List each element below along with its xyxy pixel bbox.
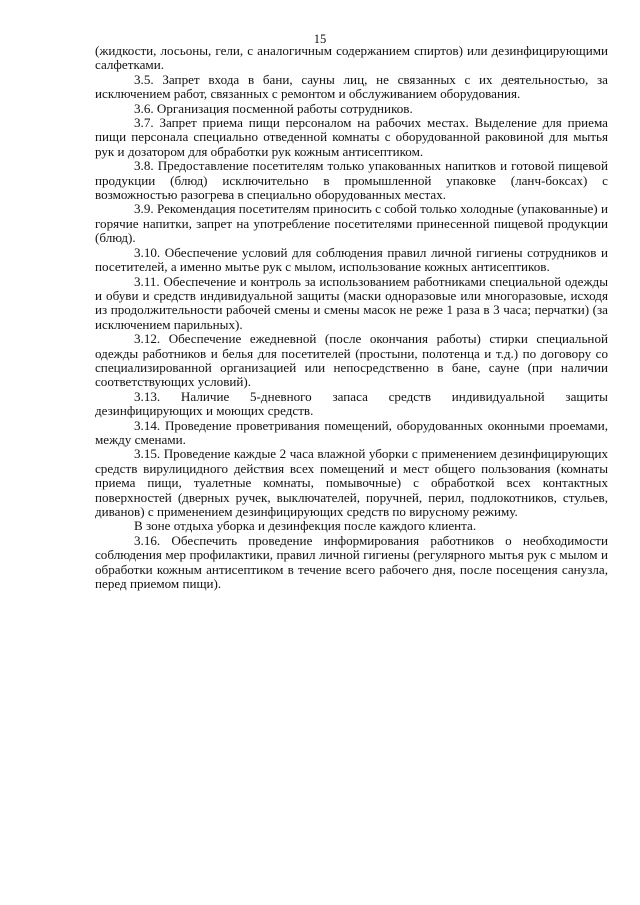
paragraph-3-11: 3.11. Обеспечение и контроль за использованием работниками специальной одежды и обуви и средств индивидуальной защиты (маски одноразовые или многоразовые, исходя из продолжительности рабочей смены и смены масок не реже 1 раза в 3 часа; перчатки) (за исключением парильных). <box>95 273 608 332</box>
paragraph-3-16: 3.16. Обеспечить проведение информирования работников о необходимости соблюдения мер профилактики, правил личной гигиены (регулярного мытья рук с мылом и обработки кожным антисептиком в течение всего рабочего дня, после посещения санузла, перед приемом пищи). <box>95 532 608 592</box>
page-number: 15 <box>313 32 327 46</box>
paragraph-3-12: 3.12. Обеспечение ежедневной (после окончания работы) стирки специальной одежды работников и белья для посетителей (простыни, полотенца и т.д.) по договору со специализированной организацией или непосредственно в бане, сауне (при наличии соответствующих условий). <box>95 331 608 390</box>
paragraph-rest-zone: В зоне отдыха уборка и дезинфекция после каждого клиента. <box>134 518 477 534</box>
paragraph-3-7: 3.7. Запрет приема пищи персоналом на рабочих местах. Выделение для приема пищи персонала специально отведенной комнаты с оборудованной раковиной для мытья рук и дозатором для обработки рук кожным антисептиком. <box>95 115 608 159</box>
paragraph-3-14: 3.14. Проведение проветривания помещений, оборудованных оконными проемами, между сменами. <box>95 417 608 447</box>
paragraph-3-15: 3.15. Проведение каждые 2 часа влажной уборки с применением дезинфицирующих средств вирулицидного действия всех помещений и мест общего пользования (комнаты приема пищи, туалетные комнаты, помывочные) с обработкой всех контактных поверхностей (дверных ручек, выключателей, поручней, перил, подлокотников, стульев, диванов) с применением дезинфицирующих средств по вирусному режиму. <box>95 446 608 519</box>
paragraph-3-8: 3.8. Предоставление посетителям только упакованных напитков и готовой пищевой продукции (блюд) исключительно в промышленной упаковке (ланч-боксах) с возможностью разогрева в специально оборудованных местах. <box>95 158 608 203</box>
paragraph-3-6: 3.6. Организация посменной работы сотрудников. <box>134 100 413 116</box>
paragraph-3-5: 3.5. Запрет входа в бани, сауны лиц, не связанных с их деятельностью, за исключением работ, связанных с ремонтом и обслуживанием оборудования. <box>95 71 608 102</box>
paragraph-continuation: (жидкости, лосьоны, гели, с аналогичным содержанием спиртов) или дезинфицирующими салфетками. <box>95 43 608 73</box>
paragraph-3-13: 3.13. Наличие 5-дневного запаса средств индивидуальной защиты дезинфицирующих и моющих средств. <box>95 388 608 419</box>
paragraph-3-9: 3.9. Рекомендация посетителям приносить с собой только холодные (упакованные) и горячие напитки, запрет на употребление посетителями принесенной пищевой продукции (блюд). <box>95 201 608 246</box>
paragraph-3-10: 3.10. Обеспечение условий для соблюдения правил личной гигиены сотрудников и посетителей, а именно мытье рук с мылом, использование кожных антисептиков. <box>95 244 608 275</box>
document-body <box>95 44 608 591</box>
